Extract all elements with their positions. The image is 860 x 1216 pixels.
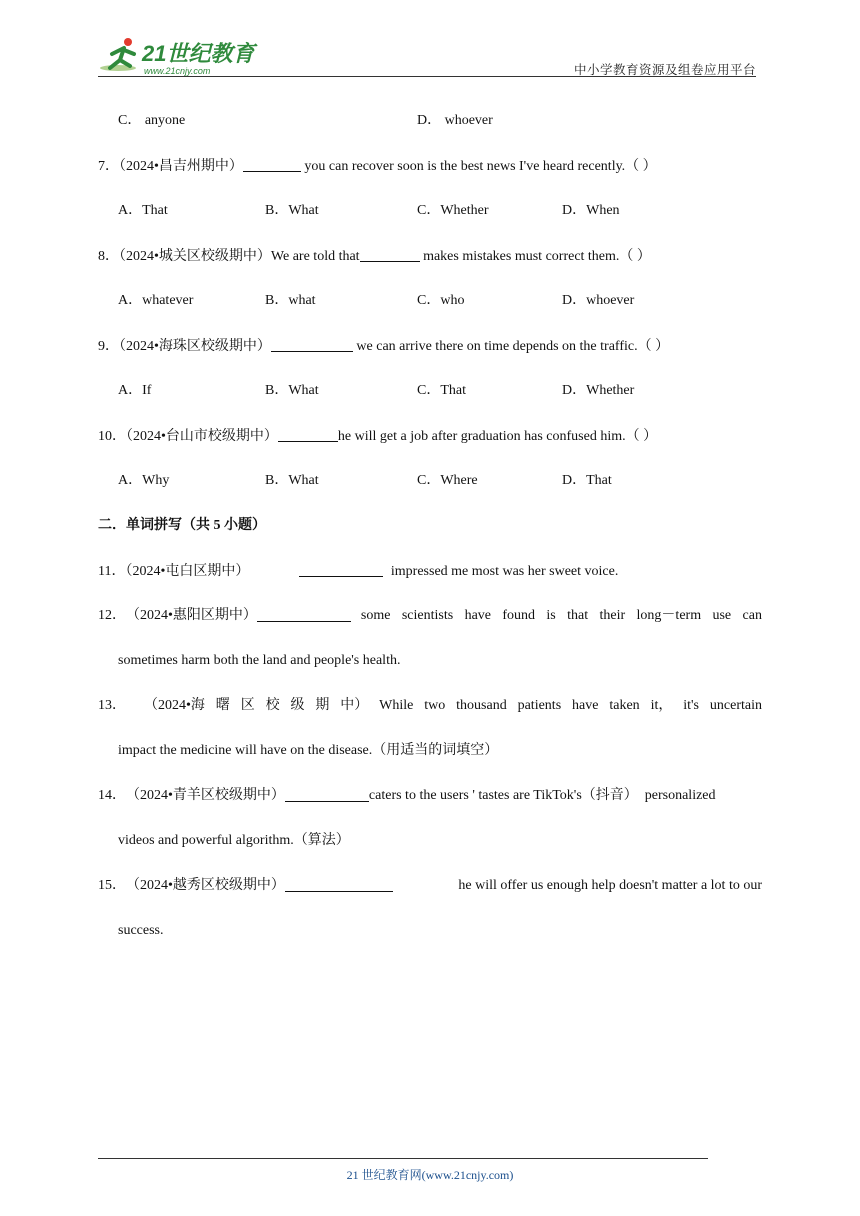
q9-option-a: A．If [118, 383, 152, 398]
q13-word: two [424, 698, 446, 713]
q12-word: scientists [401, 608, 454, 623]
q13-word: （2024•海 [144, 698, 205, 713]
section-2-heading: 二．单词拼写（共 5 小题） [98, 518, 266, 533]
q9-option-c: C．That [417, 383, 466, 398]
q13-word: 中） [340, 698, 369, 713]
q13-word: have [572, 698, 599, 713]
q9-source: （2024•海珠区校级期中） [119, 339, 271, 354]
q10-number: 10． [98, 429, 126, 444]
q11-source: （2024•屯白区期中） [125, 564, 250, 579]
q12-word: is [546, 608, 556, 623]
q9-blank [271, 337, 353, 352]
q10-text: he will get a job after graduation has confused him.（ ） [337, 429, 658, 444]
q14-line2: videos and powerful algorithm.（算法） [118, 833, 350, 848]
page-header [98, 34, 756, 78]
question-14 [98, 787, 762, 805]
q13-number: 13． [98, 698, 126, 713]
question-15 [98, 877, 762, 895]
q12-line1 [361, 607, 762, 625]
q13-word: it's [683, 698, 699, 713]
q8-blank [360, 247, 420, 262]
q13-word: 级 [290, 698, 305, 713]
q13-word: thousand [456, 698, 507, 713]
q12-word: long－term [636, 608, 702, 623]
footer-divider [98, 1158, 708, 1159]
q7-option-c: C．Whether [417, 203, 489, 218]
q15-number: 15． [98, 878, 126, 893]
q13-word: 区 [240, 698, 255, 713]
q12-word: have [464, 608, 491, 623]
question-9 [98, 337, 669, 356]
q10-source: （2024•台山市校级期中） [126, 429, 278, 444]
q8-number: 8． [98, 249, 119, 264]
q13-word: patients [517, 698, 562, 713]
header-divider [98, 76, 756, 77]
q10-option-b: B．What [265, 473, 319, 488]
q12-word: that [567, 608, 589, 623]
q7-option-a: A．That [118, 203, 168, 218]
q9-number: 9． [98, 339, 119, 354]
q9-option-b: B．What [265, 383, 319, 398]
platform-title: 中小学教育资源及组卷应用平台 [573, 63, 756, 77]
q12-word: use [712, 608, 732, 623]
q13-line1 [144, 697, 762, 715]
q13-word: it， [650, 698, 673, 713]
question-13 [98, 697, 762, 715]
q12-word: their [599, 608, 626, 623]
q14-source: （2024•青羊区校级期中） [126, 788, 285, 803]
q13-line2: impact the medicine will have on the disease.（用适当的词填空） [118, 743, 499, 758]
q13-word: 期 [315, 698, 330, 713]
q12-word: some [360, 608, 391, 623]
q13-word: 校 [265, 698, 280, 713]
q15-line2: success. [118, 923, 164, 938]
q8-text: makes mistakes must correct them.（ ） [423, 249, 651, 264]
q12-word: can [742, 608, 762, 623]
q13-word: 曙 [215, 698, 230, 713]
svg-text:www.21cnjy.com: www.21cnjy.com [144, 66, 211, 76]
site-logo [98, 34, 258, 78]
q15-blank [285, 877, 393, 892]
q13-word: uncertain [709, 698, 762, 713]
question-11 [98, 562, 618, 581]
q12-source: （2024•惠阳区期中） [126, 608, 257, 623]
q14-text: caters to the users ' tastes are TikTok's（抖音） personalized [368, 788, 716, 803]
q7-number: 7． [98, 159, 119, 174]
q13-word: taken [609, 698, 640, 713]
q9-option-d: D．Whether [562, 383, 635, 398]
q15-text: he will offer us enough help doesn't matter a lot to our [458, 878, 762, 893]
q11-number: 11． [98, 564, 126, 579]
q8-pre: We are told that [270, 249, 360, 264]
q8-option-d: D．whoever [562, 293, 635, 308]
q10-option-c: C．Where [417, 473, 478, 488]
q7-blank [243, 157, 301, 172]
q9-text: we can arrive there on time depends on the traffic.（ ） [356, 339, 670, 354]
q8-option-a: A．whatever [118, 293, 194, 308]
svg-text:21世纪教育: 21世纪教育 [142, 41, 255, 66]
q7-text: you can recover soon is the best news I've heard recently.（ ） [304, 159, 657, 174]
q6-option-d: D． whoever [417, 113, 493, 128]
q10-option-d: D．That [562, 473, 612, 488]
q8-option-b: B．what [265, 293, 316, 308]
q10-option-a: A．Why [118, 473, 170, 488]
q7-option-d: D．When [562, 203, 620, 218]
q8-option-c: C．who [417, 293, 465, 308]
q12-word: found [502, 608, 536, 623]
question-7 [98, 157, 657, 176]
q10-blank [278, 427, 338, 442]
q12-number: 12． [98, 608, 126, 623]
q13-word: While [379, 698, 414, 713]
q7-option-b: B．What [265, 203, 319, 218]
q7-source: （2024•昌吉州期中） [119, 159, 243, 174]
q8-source: （2024•城关区校级期中） [119, 249, 271, 264]
question-8 [98, 247, 651, 266]
footer-text: 21 世纪教育网(www.21cnjy.com) [346, 1168, 514, 1182]
q14-number: 14． [98, 788, 126, 803]
question-12 [98, 607, 762, 625]
q11-blank [299, 562, 383, 577]
q11-text: impressed me most was her sweet voice. [390, 564, 619, 579]
question-10 [98, 427, 657, 446]
q14-blank [285, 787, 369, 802]
q15-source: （2024•越秀区校级期中） [126, 878, 285, 893]
q12-line2: sometimes harm both the land and people's health. [118, 653, 401, 668]
q12-blank [257, 607, 351, 622]
q6-option-c: C． anyone [118, 113, 186, 128]
